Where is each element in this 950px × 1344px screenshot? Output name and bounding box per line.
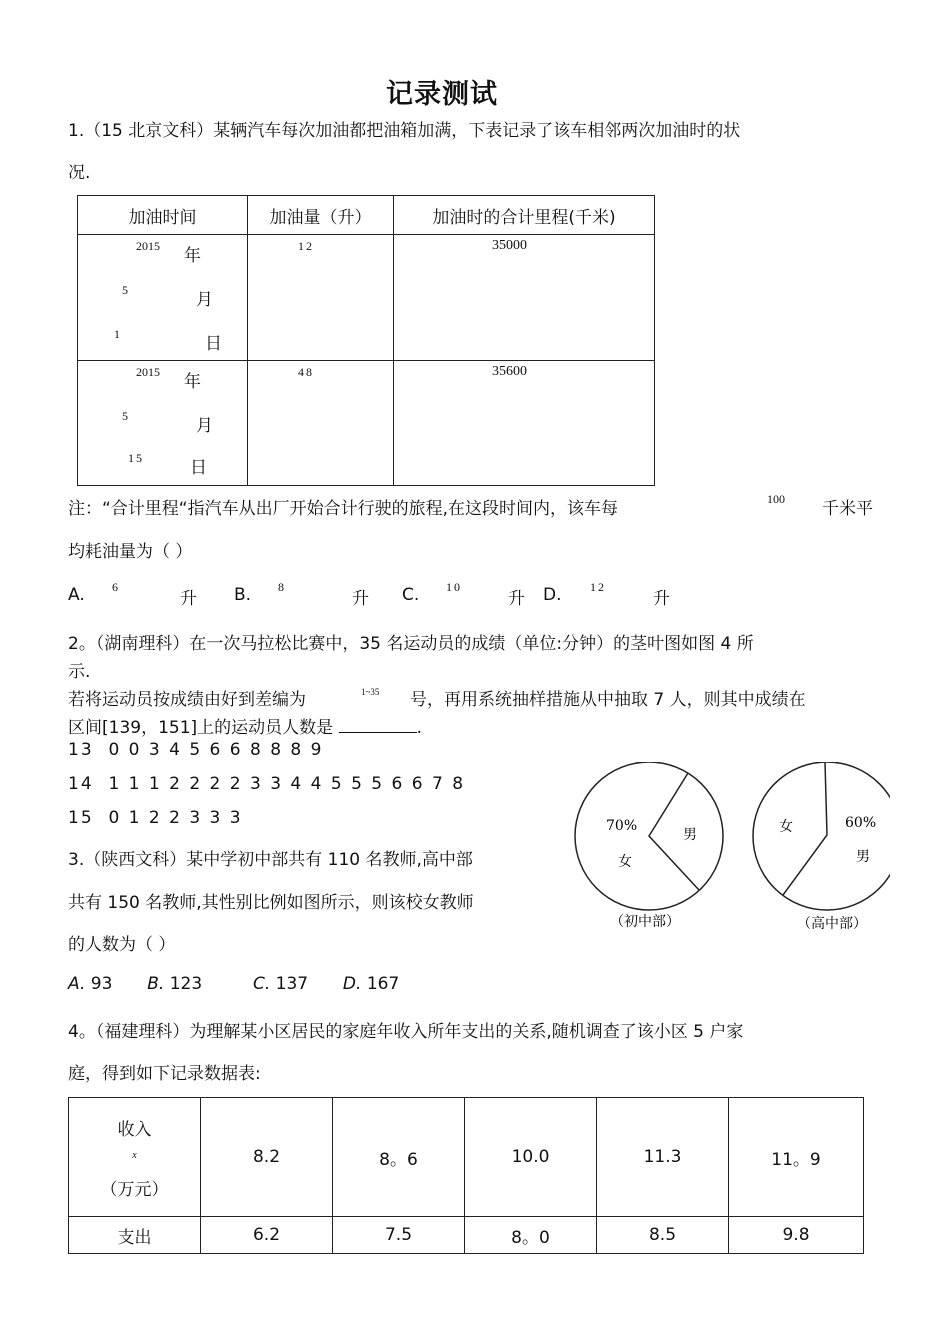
q1-option-b-label: B.: [234, 585, 252, 605]
q1-option-c-value: 10: [446, 580, 462, 594]
q1-note-num: 100: [767, 492, 785, 506]
fuel-table-header-amount: 加油量（升）: [248, 196, 394, 235]
q1-option-c-unit: 升: [508, 589, 525, 609]
fuel-table-cell-amount: [248, 361, 394, 486]
fuel-table-header-time: 加油时间: [78, 196, 248, 235]
date-month-unit: 月: [196, 416, 213, 436]
expense-value: 8。0: [465, 1217, 597, 1254]
fuel-amount: 12: [298, 239, 314, 253]
fuel-table-header-mileage: 加油时的合计里程(千米): [394, 196, 655, 235]
date-month: 5: [122, 283, 128, 297]
q3-text-line1: 3.（陕西文科）某中学初中部共有 110 名教师,高中部: [68, 850, 473, 870]
q1-option-d-value: 12: [590, 580, 606, 594]
fuel-table-cell-amount: [248, 235, 394, 361]
q3-option-b-label: B.: [147, 974, 165, 994]
income-value: 10.0: [465, 1098, 597, 1217]
answer-blank: [339, 716, 417, 733]
pie-junior-male-label: 男: [683, 827, 697, 843]
date-year-unit: 年: [184, 372, 201, 392]
fuel-table-cell-date: [78, 235, 248, 361]
expense-value: 8.5: [597, 1217, 729, 1254]
date-day-unit: 日: [205, 334, 222, 354]
leaves: 0 1 2 2 3 3 3: [108, 808, 243, 828]
income-unit: （万元）: [100, 1179, 169, 1200]
q1-note-b: 千米平: [822, 499, 873, 519]
q2-text-line4-body: 区间[139，151]上的运动员人数是: [68, 718, 334, 738]
pie-senior: [753, 762, 890, 932]
income-value: 11。9: [729, 1098, 864, 1217]
q1-option-a-label: A.: [68, 585, 85, 605]
income-expense-table: [68, 1097, 864, 1254]
q3-option-d-value: 167: [366, 974, 400, 994]
stem: 14: [68, 774, 94, 794]
pie-junior-pct: 70%: [606, 818, 638, 834]
q3-text-line2: 共有 150 名教师,其性别比例如图所示，则该校女教师: [68, 893, 474, 913]
mileage-value: 35000: [492, 238, 527, 253]
pie-junior: [575, 762, 723, 930]
expense-row: [69, 1217, 864, 1254]
q2-text-line4: [68, 713, 422, 738]
stem-leaf-row: [68, 774, 465, 794]
q3-option-d-label: D.: [342, 974, 362, 994]
expense-label: 支出: [69, 1217, 201, 1254]
q3-text-line3: 的人数为（ ）: [68, 935, 176, 955]
stem-leaf-row: [68, 740, 323, 760]
leaves: 1 1 1 2 2 2 2 3 3 4 4 5 5 5 6 6 7 8: [108, 774, 466, 794]
q4-text-line2: 庭，得到如下记录数据表:: [68, 1064, 261, 1084]
q2-text-line3a: 若将运动员按成绩由好到差编为: [68, 690, 306, 710]
q4-text-line1: 4。（福建理科）为理解某小区居民的家庭年收入所年支出的关系,随机调查了该小区 5 户家: [68, 1022, 744, 1042]
page-title: 记录测试: [386, 79, 498, 110]
stem: 13: [68, 740, 94, 760]
q1-note-line2: 均耗油量为（ ）: [68, 542, 193, 562]
fuel-table-row: [78, 235, 655, 361]
stem-leaf-row: [68, 808, 243, 828]
q1-text-line1: 1.（15 北京文科）某辆汽车每次加油都把油箱加满，下表记录了该车相邻两次加油时的状: [68, 121, 741, 141]
income-value: 8.2: [201, 1098, 333, 1217]
date-day: 1: [114, 327, 120, 341]
stem: 15: [68, 808, 94, 828]
date-month-unit: 月: [196, 290, 213, 310]
fuel-table-cell-date: [78, 361, 248, 486]
q1-option-d-unit: 升: [653, 589, 670, 609]
pie-junior-female-label: 女: [618, 854, 632, 870]
pie-senior-male-label: 男: [856, 849, 870, 865]
q3-option-c-value: 137: [275, 974, 309, 994]
gender-pie-charts: [570, 762, 890, 942]
date-day: 15: [128, 451, 144, 465]
fuel-table-cell-mileage: [394, 235, 655, 361]
mileage-value: 35600: [492, 364, 527, 379]
income-row: [69, 1098, 864, 1217]
pie-senior-pct: 60%: [845, 815, 877, 831]
q3-options: [68, 974, 399, 994]
q3-option-b-value: 123: [169, 974, 203, 994]
q1-option-b-value: 8: [278, 580, 284, 594]
q1-text-line2: 况.: [68, 163, 91, 183]
income-value: 8。6: [333, 1098, 465, 1217]
date-year-unit: 年: [184, 246, 201, 266]
fuel-table: [77, 195, 655, 486]
q2-range: 1~35: [361, 687, 380, 697]
q3-option-a-label: A.: [68, 974, 86, 994]
q2-text-line1: 2。（湖南理科）在一次马拉松比赛中，35 名运动员的成绩（单位:分钟）的茎叶图如图 4 所: [68, 634, 754, 654]
fuel-table-row: [78, 361, 655, 486]
q2-text-line3b: 号，再用系统抽样措施从中抽取 7 人，则其中成绩在: [410, 690, 806, 710]
q3-option-a-value: 93: [90, 974, 113, 994]
q1-option-a-value: 6: [112, 580, 118, 594]
income-label-cell: [69, 1098, 201, 1217]
pie-senior-female-label: 女: [779, 819, 793, 835]
expense-value: 9.8: [729, 1217, 864, 1254]
expense-value: 7.5: [333, 1217, 465, 1254]
pie-junior-caption: （初中部）: [610, 914, 680, 930]
q2-text-line2: 示.: [68, 662, 91, 682]
expense-value: 6.2: [201, 1217, 333, 1254]
q1-option-a-unit: 升: [180, 589, 197, 609]
q1-option-d-label: D.: [543, 585, 562, 605]
leaves: 0 0 3 4 5 6 6 8 8 8 9: [108, 740, 324, 760]
q1-option-c-label: C.: [402, 585, 420, 605]
date-year: 2015: [136, 365, 160, 379]
q2-text-line4-end: .: [416, 718, 422, 738]
pie-senior-circle: [753, 762, 890, 910]
date-month: 5: [122, 409, 128, 423]
q3-option-c-label: C.: [252, 974, 271, 994]
q1-option-b-unit: 升: [352, 589, 369, 609]
income-value: 11.3: [597, 1098, 729, 1217]
income-label: 收入: [117, 1119, 152, 1140]
pie-senior-caption: （高中部）: [797, 916, 867, 932]
fuel-table-cell-mileage: [394, 361, 655, 486]
income-var: x: [132, 1149, 137, 1161]
fuel-amount: 48: [298, 365, 314, 379]
q1-note-a: 注：“合计里程“指汽车从出厂开始合计行驶的旅程,在这段时间内，该车每: [68, 499, 619, 519]
date-year: 2015: [136, 239, 160, 253]
date-day-unit: 日: [190, 458, 207, 478]
